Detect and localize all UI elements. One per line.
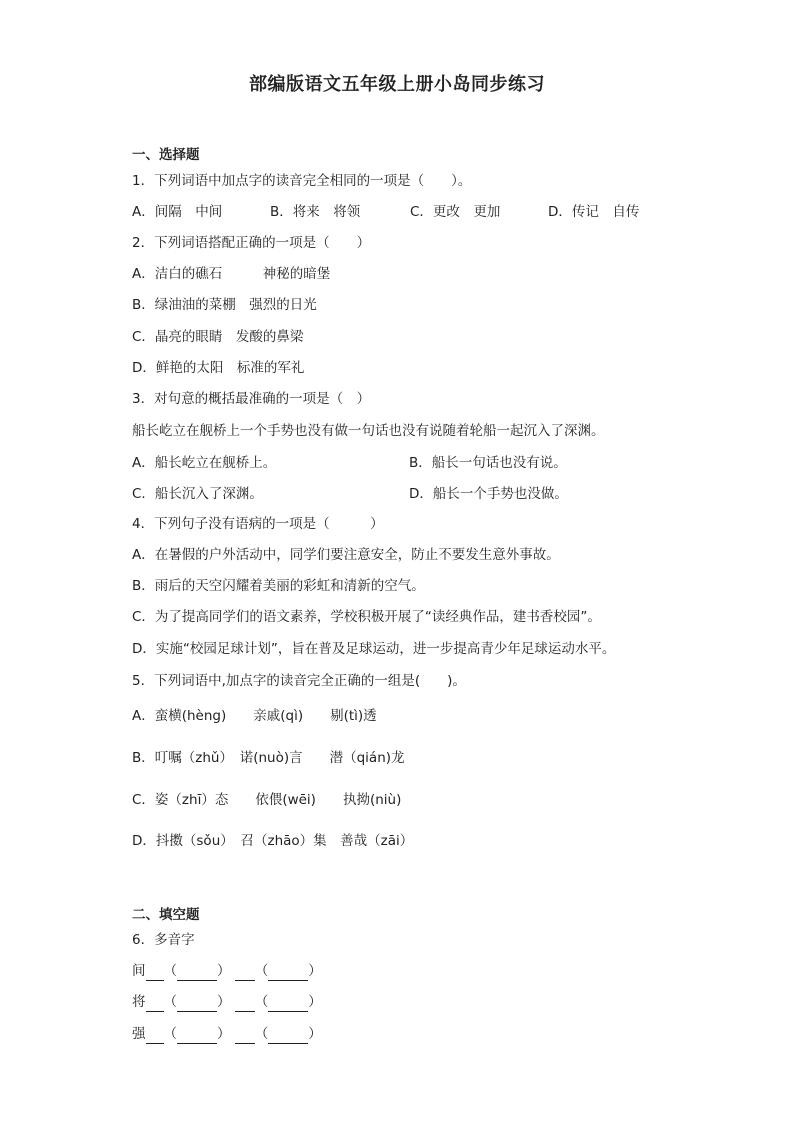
polyphone-row: 间 （ ） （ ） <box>132 963 322 979</box>
question-3-sentence: 船长屹立在舰桥上一个手势也没有做一句话也没有说随着轮船一起沉入了深渊。 <box>132 423 605 439</box>
polyphone-row: 将 （ ） （ ） <box>132 994 322 1010</box>
polyphone-char: 间 <box>132 963 146 979</box>
question-3-stem: 3．对句意的概括最准确的一项是（ ） <box>132 391 371 407</box>
question-5-option-d: D．抖擞（sǒu） 召（zhāo）集 善哉（zāi） <box>132 833 414 849</box>
question-2-stem: 2．下列词语搭配正确的一项是（ ） <box>132 235 371 251</box>
question-1-option-a: A．间隔 中间 <box>132 204 223 220</box>
answer-blank[interactable] <box>146 962 164 981</box>
question-2-option-b: B．绿油油的菜棚 强烈的日光 <box>132 297 317 313</box>
answer-blank[interactable] <box>235 993 255 1012</box>
question-2-option-a: A．洁白的礁石 神秘的暗堡 <box>132 266 331 282</box>
question-4-option-b: B．雨后的天空闪耀着美丽的彩虹和清新的空气。 <box>132 578 425 594</box>
question-1-option-b: B．将来 将领 <box>270 204 361 220</box>
question-5-option-b: B．叮嘱（zhǔ） 诺(nuò)言 潜（qián)龙 <box>132 750 405 766</box>
section-heading-choice: 一、选择题 <box>132 147 200 163</box>
question-5-option-a: A．蛮横(hèng) 亲戚(qì) 剔(tì)透 <box>132 708 377 724</box>
section-heading-fill: 二、填空题 <box>132 907 200 923</box>
polyphone-row: 强 （ ） （ ） <box>132 1026 322 1042</box>
question-4-option-d: D．实施“校园足球计划”，旨在普及足球运动，进一步提高青少年足球运动水平。 <box>132 641 616 657</box>
question-3-option-a: A．船长屹立在舰桥上。 <box>132 455 277 471</box>
answer-blank[interactable] <box>146 993 164 1012</box>
page-title: 部编版语文五年级上册小岛同步练习 <box>249 74 545 95</box>
polyphone-char: 将 <box>132 994 146 1010</box>
answer-blank[interactable] <box>235 962 255 981</box>
question-5-option-c: C．姿（zhī）态 依偎(wēi) 执拗(niù) <box>132 792 402 808</box>
answer-blank[interactable] <box>177 993 217 1012</box>
question-6-stem: 6．多音字 <box>132 932 195 948</box>
answer-blank[interactable] <box>177 962 217 981</box>
question-3-option-c: C．船长沉入了深渊。 <box>132 486 263 502</box>
question-4-option-a: A．在暑假的户外活动中，同学们要注意安全，防止不要发生意外事故。 <box>132 547 560 563</box>
question-2-option-c: C．晶亮的眼睛 发酸的鼻梁 <box>132 329 304 345</box>
answer-blank[interactable] <box>235 1025 255 1044</box>
polyphone-char: 强 <box>132 1026 146 1042</box>
answer-blank[interactable] <box>146 1025 164 1044</box>
question-1-option-c: C．更改 更加 <box>410 204 501 220</box>
question-5-stem: 5．下列词语中,加点字的读音完全正确的一组是( )。 <box>132 673 466 689</box>
question-2-option-d: D．鲜艳的太阳 标准的军礼 <box>132 360 305 376</box>
question-4-option-c: C．为了提高同学们的语文素养，学校积极开展了“读经典作品，建书香校园”。 <box>132 609 601 625</box>
answer-blank[interactable] <box>177 1025 217 1044</box>
question-4-stem: 4．下列句子没有语病的一项是（ ） <box>132 516 384 532</box>
question-1-option-d: D．传记 自传 <box>548 204 640 220</box>
answer-blank[interactable] <box>268 1025 308 1044</box>
answer-blank[interactable] <box>268 993 308 1012</box>
question-3-option-b: B．船长一句话也没有说。 <box>409 455 567 471</box>
question-3-option-d: D．船长一个手势也没做。 <box>409 486 568 502</box>
question-1-stem: 1．下列词语中加点字的读音完全相同的一项是（ ）。 <box>132 173 472 189</box>
answer-blank[interactable] <box>268 962 308 981</box>
